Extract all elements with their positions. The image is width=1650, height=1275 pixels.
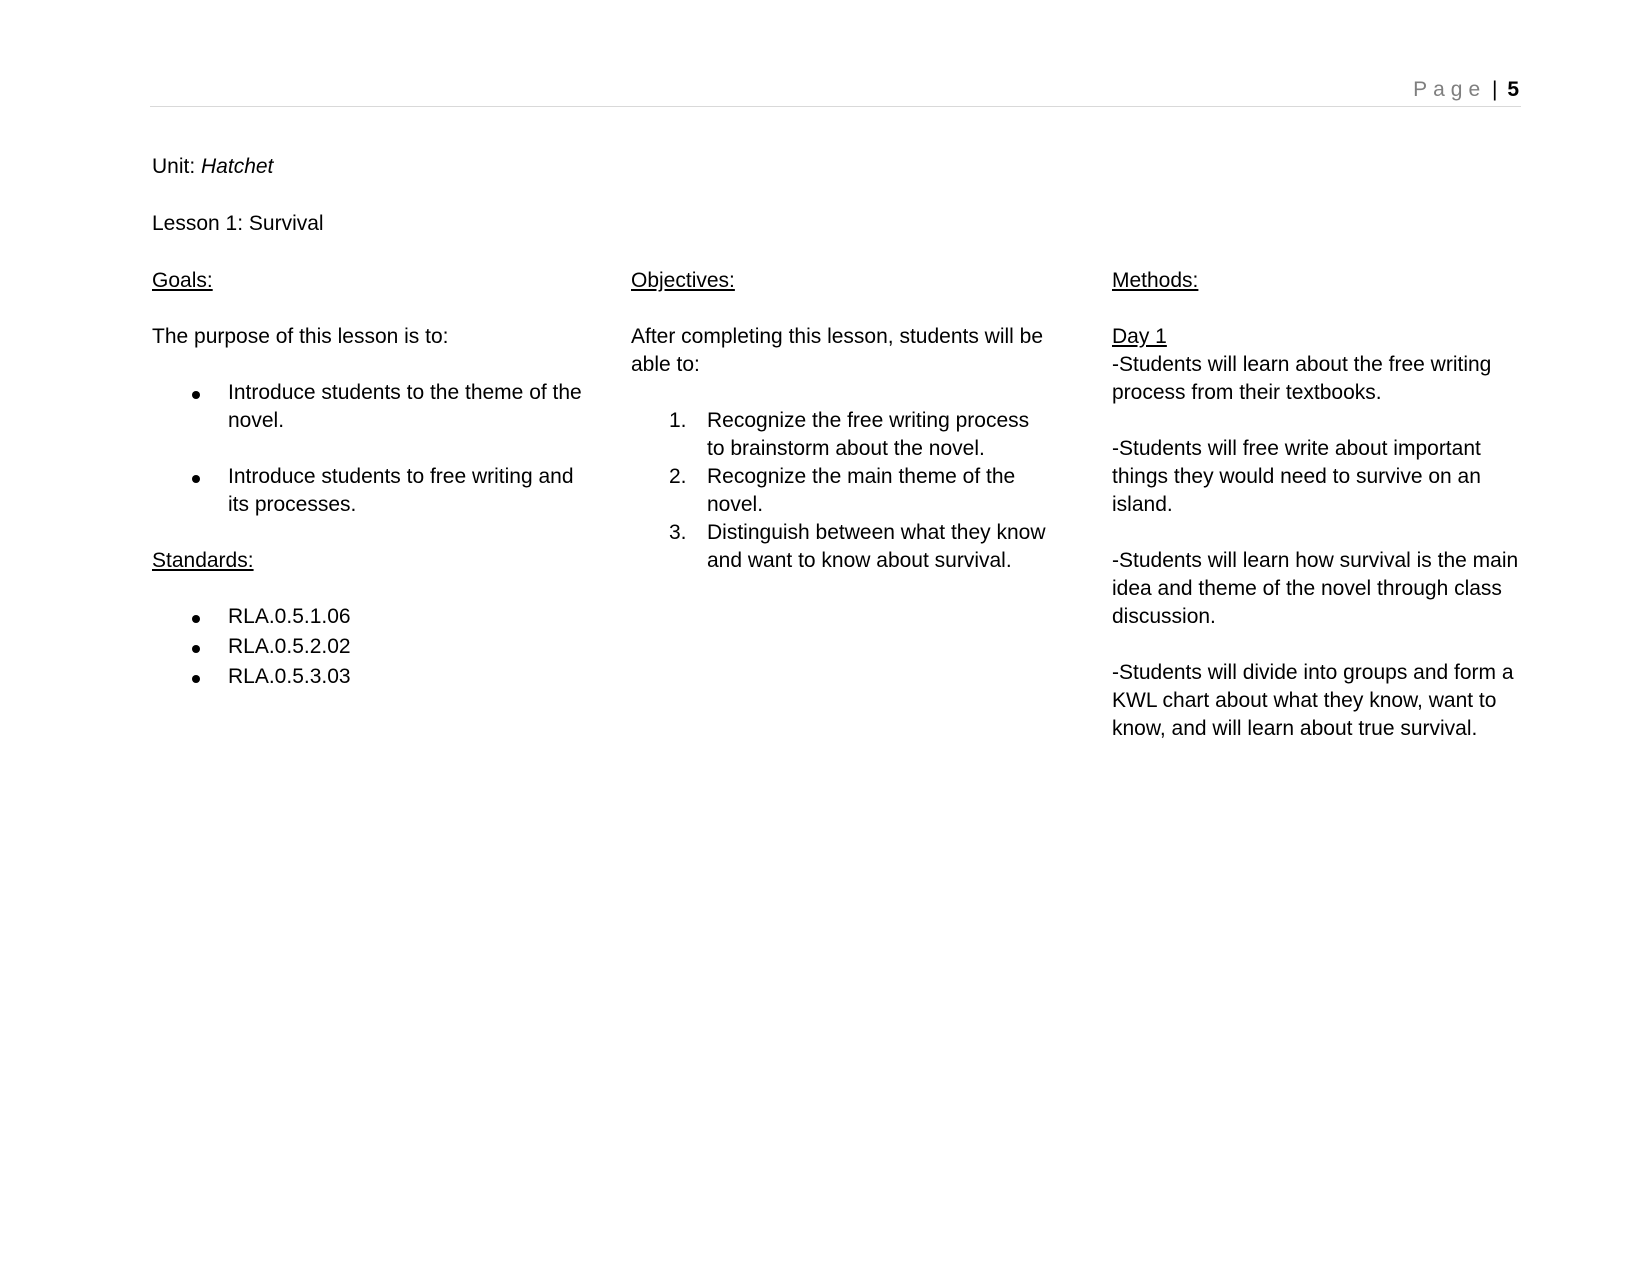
objectives-column — [631, 267, 1051, 575]
objectives-intro: After completing this lesson, students will be able to: — [631, 325, 1044, 376]
bullet-icon — [192, 475, 200, 483]
list-item: Introduce students to free writing and its processes. — [152, 463, 592, 519]
list-item: 3. Distinguish between what they know and want to know about survival. — [669, 521, 1046, 572]
unit-title: Hatchet — [201, 155, 274, 178]
methods-column — [1112, 267, 1532, 743]
bullet-icon — [192, 645, 200, 653]
lesson-title: Lesson 1: Survival — [152, 212, 324, 235]
page-separator: | — [1492, 78, 1498, 101]
list-item: 2. Recognize the main theme of the novel. — [669, 465, 1016, 516]
methods-heading: Methods: — [1112, 269, 1199, 292]
method-paragraph: -Students will learn about the free writing process from their textbooks. — [1112, 353, 1492, 404]
day-label: Day 1 — [1112, 325, 1167, 348]
objectives-heading: Objectives: — [631, 269, 735, 292]
unit-line — [152, 153, 273, 181]
page-number: 5 — [1507, 78, 1519, 101]
list-item: 1. Recognize the free writing process to brainstorm about the novel. — [669, 409, 1030, 460]
objectives-list — [631, 407, 1051, 575]
page-number-label — [1413, 76, 1519, 104]
method-paragraph: -Students will learn how survival is the main idea and theme of the novel through class discussion. — [1112, 549, 1519, 628]
list-item: RLA.0.5.1.06 — [152, 603, 592, 631]
method-paragraph: -Students will divide into groups and form a KWL chart about what they know, want to know, and will learn about true survival. — [1112, 661, 1514, 740]
unit-label: Unit: — [152, 155, 202, 178]
method-paragraph: -Students will free write about important things they would need to survive on an island. — [1112, 437, 1481, 516]
list-item: RLA.0.5.2.02 — [152, 633, 592, 661]
bullet-icon — [192, 675, 200, 683]
bullet-icon — [192, 391, 200, 399]
list-item: Introduce students to the theme of the novel. — [152, 379, 592, 435]
goals-intro: The purpose of this lesson is to: — [152, 325, 449, 348]
standards-list — [152, 603, 592, 691]
page-header — [150, 72, 1521, 107]
goals-column — [152, 267, 592, 693]
goals-heading: Goals: — [152, 269, 213, 292]
bullet-icon — [192, 615, 200, 623]
page-word: Page — [1413, 78, 1487, 101]
goals-list — [152, 379, 592, 519]
list-item: RLA.0.5.3.03 — [152, 663, 592, 691]
standards-heading: Standards: — [152, 549, 254, 572]
